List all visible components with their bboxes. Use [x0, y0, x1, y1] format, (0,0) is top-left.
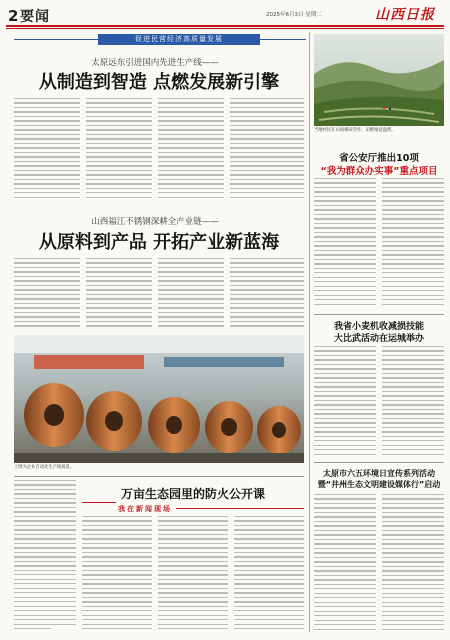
lead-body-col	[86, 98, 152, 200]
right-bottom-body-col	[382, 494, 444, 632]
bottom-left-body-col	[14, 480, 76, 630]
column-tag-rule	[176, 508, 304, 509]
lead-kicker-1: 太原远东引进国内先进生产线——	[91, 58, 219, 68]
column-tag: 我在新闻现场	[118, 505, 172, 513]
lead-body-col	[158, 98, 224, 200]
bottom-left-headline: 万亩生态园里的防火公开课	[120, 487, 265, 501]
bottom-left-body-col	[234, 516, 304, 632]
column-divider	[309, 32, 310, 632]
right-mid-body-col	[314, 346, 376, 456]
lead-kicker-2: 山西福江不锈钢深耕全产业链——	[91, 217, 219, 227]
section-divider	[314, 462, 444, 463]
feature-banner: 促进民营经济高质量发展	[98, 34, 260, 45]
right-mid-body-col	[382, 346, 444, 456]
section-title: 要闻	[20, 9, 50, 25]
lead-body-col	[14, 258, 80, 330]
lead-body-col	[230, 98, 304, 200]
right-top-headline-2: “我为群众办实事”重点项目	[320, 166, 438, 177]
landscape-photo-image	[314, 34, 444, 126]
right-top-body-col	[382, 178, 444, 308]
lead-headline-2: 从原料到产品 开拓产业新蓝海	[38, 232, 280, 253]
lead-body-col	[158, 258, 224, 330]
lead-body-col	[86, 258, 152, 330]
column-tag-rule	[82, 502, 116, 503]
right-bottom-body-col	[314, 494, 376, 632]
section-divider	[14, 476, 304, 477]
bottom-left-body-col	[158, 516, 228, 632]
lead-body-col	[14, 98, 80, 200]
bottom-left-body-col	[82, 516, 152, 632]
right-mid-headline-2: 大比武活动在运城举办	[333, 334, 424, 344]
factory-photo	[14, 335, 304, 463]
factory-photo-image	[14, 335, 304, 463]
right-mid-headline-1: 我省小麦机收减损技能	[333, 322, 424, 332]
masthead-rule	[6, 25, 444, 27]
landscape-photo-caption: 当地村民在山间梯田劳作，田野绿意盎然。	[314, 128, 396, 133]
masthead-rule-thin	[6, 28, 444, 29]
page-number: 2	[8, 7, 19, 25]
banner-rule-right	[260, 39, 306, 40]
lead-body-col	[230, 258, 304, 330]
lead-headline-1: 从制造到智造 点燃发展新引擎	[38, 72, 280, 93]
newspaper-logo: 山西日报	[375, 7, 435, 23]
section-divider	[314, 314, 444, 315]
right-bottom-headline-2: 暨“井州生态文明建设媒体行”启动	[317, 480, 441, 489]
right-bottom-headline-1: 太原市六五环境日宣传系列活动	[323, 469, 435, 478]
factory-photo-caption: 上图为企业自动化生产线场景。	[14, 465, 75, 470]
right-top-headline-1: 省公安厅推出10项	[339, 153, 419, 164]
right-top-body-col	[314, 178, 376, 308]
landscape-photo	[314, 34, 444, 126]
masthead	[0, 0, 450, 28]
dateline: 2025年6月3日 星期二	[266, 12, 322, 18]
banner-rule-left	[14, 39, 98, 40]
